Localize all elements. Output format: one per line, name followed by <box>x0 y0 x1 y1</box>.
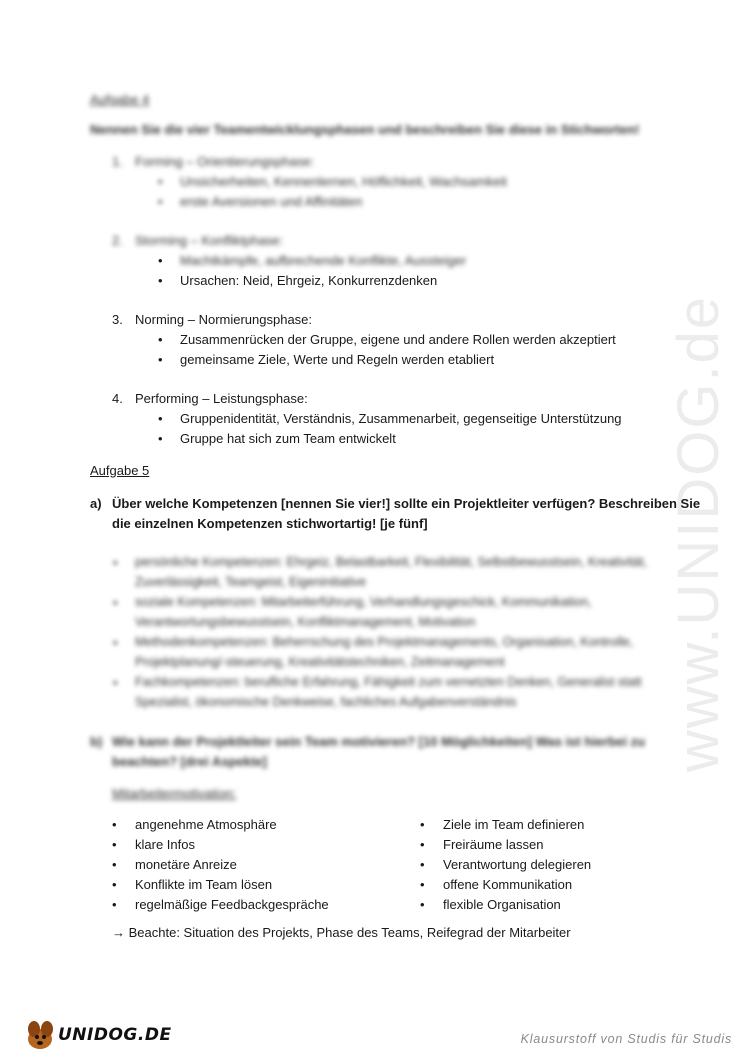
phase-number: 4. <box>112 391 123 406</box>
bullet: • <box>158 253 163 268</box>
logo-text: UNIDOG.DE <box>58 1025 172 1045</box>
bullet: • <box>158 352 163 367</box>
phase-title: Performing – Leistungsphase: <box>135 391 308 406</box>
motivation-item: angenehme Atmosphäre <box>135 817 277 832</box>
competency-line: Projektplanung/-steuerung, Kreativitätstechniken, Zeitmanagement <box>135 655 505 669</box>
motivation-item: regelmäßige Feedbackgespräche <box>135 897 329 912</box>
footer-logo <box>20 1015 172 1055</box>
bullet: • <box>158 273 163 288</box>
question-a-line: die einzelnen Kompetenzen stichwortartig! [je fünf] <box>112 516 428 531</box>
bullet: • <box>420 817 425 832</box>
question-a-label: a) <box>90 496 102 511</box>
bullet: • <box>158 194 163 209</box>
bullet: • <box>420 857 425 872</box>
aufgabe5-heading: Aufgabe 5 <box>90 463 150 478</box>
competency-line: Fachkompetenzen: berufliche Erfahrung, Fähigkeit zum vernetzten Denken, Generalist statt <box>135 675 642 689</box>
bullet: • <box>112 857 117 872</box>
motivation-item: offene Kommunikation <box>443 877 573 892</box>
phase-number: 2. <box>112 233 123 248</box>
phase-title: Forming – Orientierungsphase: <box>135 154 315 169</box>
motivation-item: Freiräume lassen <box>443 837 544 852</box>
dog-icon <box>20 1015 60 1055</box>
bullet: • <box>113 555 118 570</box>
bullet: • <box>113 675 118 690</box>
bullet: • <box>420 877 425 892</box>
competency-line: Methodenkompetenzen: Beherrschung des Projektmanagements, Organisation, Kontrolle, <box>135 635 634 649</box>
bullet: • <box>158 174 163 189</box>
bullet: • <box>112 817 117 832</box>
phase-title: Norming – Normierungsphase: <box>135 312 313 327</box>
motivation-heading: Mitarbeitermotivation: <box>112 786 237 801</box>
aufgabe4-question: Nennen Sie die vier Teamentwicklungsphasen und beschreiben Sie diese in Stichworten! <box>90 122 640 137</box>
phase-item: Zusammenrücken der Gruppe, eigene und andere Rollen werden akzeptiert <box>180 332 616 347</box>
phase-number: 1. <box>112 154 123 169</box>
competency-line: persönliche Kompetenzen: Ehrgeiz, Belastbarkeit, Flexibilität, Selbstbewusstsein, Kreativität, <box>135 555 648 569</box>
bullet: • <box>112 897 117 912</box>
competency-line: Spezialist, ökonomische Denkweise, fachliches Aufgabenverständnis <box>135 695 517 709</box>
question-b-line: beachten? [drei Aspekte] <box>112 754 267 769</box>
phase-item: Gruppenidentität, Verständnis, Zusammenarbeit, gegenseitige Unterstützung <box>180 411 622 426</box>
motivation-item: Konflikte im Team lösen <box>135 877 273 892</box>
phase-number: 3. <box>112 312 123 327</box>
question-b-label: b) <box>90 734 103 749</box>
motivation-item: flexible Organisation <box>443 897 561 912</box>
phase-item: Unsicherheiten, Kennenlernen, Höflichkeit, Wachsamkeit <box>180 174 507 189</box>
bullet: • <box>112 837 117 852</box>
footer-tagline: Klausurstoff von Studis für Studis <box>520 1032 732 1046</box>
phase-title: Storming – Konfliktphase: <box>135 233 284 248</box>
bullet: • <box>158 411 163 426</box>
bullet: • <box>113 595 118 610</box>
note-line: → Beachte: Situation des Projekts, Phase des Teams, Reifegrad der Mitarbeiter <box>112 925 571 940</box>
phase-item: Machtkämpfe, aufbrechende Konflikte, Aussteiger <box>180 253 467 268</box>
bullet: • <box>420 897 425 912</box>
competency-line: soziale Kompetenzen: Mitarbeiterführung, Verhandlungsgeschick, Kommunikation, <box>135 595 592 609</box>
bullet: • <box>420 837 425 852</box>
bullet: • <box>113 635 118 650</box>
competency-line: Verantwortungsbewusstsein, Konfliktmanagement, Motivation <box>135 615 476 629</box>
aufgabe4-heading: Aufgabe 4 <box>90 92 150 107</box>
watermark-text: www.UNIDOG.de <box>666 294 732 773</box>
motivation-item: Ziele im Team definieren <box>443 817 585 832</box>
bullet: • <box>158 332 163 347</box>
bullet: • <box>158 431 163 446</box>
motivation-item: klare Infos <box>135 837 195 852</box>
phase-item: gemeinsame Ziele, Werte und Regeln werden etabliert <box>180 352 495 367</box>
competency-line: Zuverlässigkeit, Teamgeist, Eigeninitiative <box>135 575 367 589</box>
motivation-item: monetäre Anreize <box>135 857 237 872</box>
phase-item: Gruppe hat sich zum Team entwickelt <box>180 431 396 446</box>
phase-item: Ursachen: Neid, Ehrgeiz, Konkurrenzdenken <box>180 273 438 288</box>
question-b-line: Wie kann der Projektleiter sein Team motivieren? [10 Möglichkeiten] Was ist hierbei zu <box>112 734 646 749</box>
question-a-line: Über welche Kompetenzen [nennen Sie vier!] sollte ein Projektleiter verfügen? Beschreiben Sie <box>112 496 701 511</box>
bullet: • <box>112 877 117 892</box>
phase-item: erste Aversionen und Affinitäten <box>180 194 363 209</box>
motivation-item: Verantwortung delegieren <box>443 857 592 872</box>
